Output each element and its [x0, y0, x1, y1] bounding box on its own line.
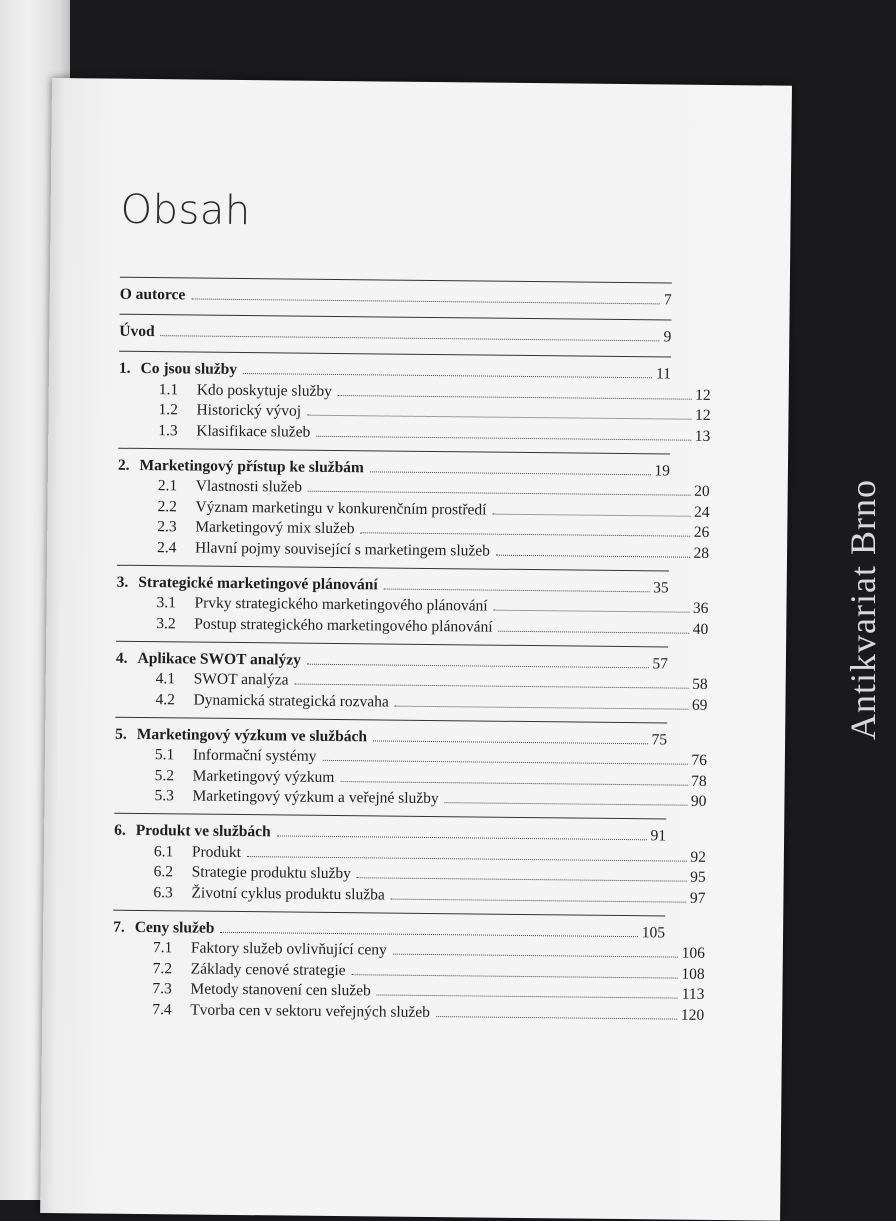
toc-entry-number: 6. — [114, 821, 126, 839]
dot-leader — [373, 740, 648, 744]
toc-page-number: 20 — [694, 482, 710, 500]
toc-entry-title: Tvorba cen v sektoru veřejných služeb — [190, 1000, 431, 1021]
toc-page-number: 40 — [692, 620, 709, 638]
toc-entry-title: Co jsou služby — [140, 359, 238, 378]
toc-page-number: 13 — [694, 427, 711, 445]
toc-section-row[interactable] — [157, 539, 709, 563]
section-rule — [114, 813, 666, 820]
toc-entry-title: Význam marketingu v konkurenčním prostředí — [195, 498, 487, 519]
toc-entry-number: 2.2 — [157, 497, 177, 515]
toc-page-number: 78 — [691, 772, 707, 790]
toc-section-row[interactable] — [153, 939, 705, 963]
toc-page-number: 57 — [652, 654, 668, 672]
dot-leader — [377, 994, 678, 998]
toc-section-row[interactable] — [153, 884, 705, 908]
toc-entry-title: Marketingový výzkum a veřejné služby — [192, 787, 439, 808]
dot-leader — [277, 835, 647, 840]
toc-entry-number: 5.2 — [154, 766, 175, 784]
toc-chapter-row[interactable] — [117, 573, 669, 597]
toc-entry-number: 3. — [116, 573, 129, 591]
dot-leader — [370, 471, 651, 475]
dot-leader — [352, 974, 678, 978]
toc-entry-number: 7.4 — [152, 1000, 172, 1018]
toc-section-row[interactable] — [156, 670, 708, 694]
toc-page-number: 12 — [694, 406, 711, 424]
toc-entry-title: Úvod — [119, 322, 155, 341]
toc-page-number: 11 — [655, 365, 672, 383]
toc-entry-title: Aplikace SWOT analýzy — [137, 649, 301, 669]
toc-chapter-row[interactable] — [113, 918, 665, 942]
toc-entry-title: Klasifikace služeb — [196, 422, 311, 441]
page-title: Obsah — [120, 186, 251, 235]
toc-entry-title: Dynamická strategická rozvaha — [193, 691, 389, 711]
toc-section-row[interactable] — [153, 960, 705, 984]
dot-leader — [161, 335, 660, 341]
toc-chapter-row[interactable] — [116, 649, 668, 673]
toc-section-row[interactable] — [155, 767, 707, 791]
toc-entry-title: Ceny služeb — [134, 918, 215, 937]
dot-leader — [492, 513, 690, 516]
dot-leader — [395, 705, 688, 709]
toc-entry-title: Kdo poskytuje služby — [196, 381, 333, 400]
toc-page-number: 7 — [663, 291, 672, 309]
toc-entry-number: 4.2 — [155, 690, 175, 708]
toc-section-row[interactable] — [156, 615, 708, 639]
section-rule — [115, 716, 667, 723]
toc-page-number: 76 — [691, 751, 707, 769]
dot-leader — [322, 760, 687, 765]
dot-leader — [338, 395, 691, 400]
toc-page-number: 35 — [653, 578, 669, 596]
section-rule — [119, 351, 671, 358]
toc-page-number: 95 — [690, 868, 706, 886]
section-rule — [117, 564, 669, 571]
toc-section-row[interactable] — [154, 787, 706, 811]
toc-entry-number: 2.3 — [157, 518, 177, 536]
toc-section-row[interactable] — [157, 518, 709, 542]
toc-entry-number: 6.1 — [153, 842, 174, 860]
dot-leader — [307, 415, 691, 420]
toc-chapter-row[interactable] — [118, 456, 670, 480]
toc-entry-number: 3.2 — [156, 614, 176, 632]
toc-page-number: 92 — [690, 848, 706, 866]
toc-entry-number: 6.2 — [153, 863, 174, 881]
toc-entry-number: 3.1 — [156, 594, 176, 612]
section-rule — [116, 640, 668, 647]
toc-page-number: 58 — [692, 675, 708, 693]
toc-entry-number: 5. — [115, 725, 127, 743]
toc-page-number: 105 — [641, 923, 666, 941]
dot-leader — [384, 588, 649, 592]
toc-entry-title: Strategie produktu služby — [191, 863, 352, 883]
toc-entry-number: 6.3 — [153, 883, 173, 901]
toc-entry-title: Marketingový mix služeb — [195, 518, 355, 538]
toc-entry-title: Marketingový výzkum — [192, 767, 335, 786]
toc-chapter-row[interactable] — [115, 725, 667, 749]
dot-leader — [191, 298, 660, 304]
toc-section-row[interactable] — [156, 594, 708, 618]
section-rule — [118, 447, 670, 454]
toc-entry-number: 2.4 — [157, 538, 177, 556]
dot-leader — [391, 898, 686, 902]
toc-page-number: 9 — [663, 328, 672, 346]
dot-leader — [295, 684, 689, 689]
toc-entry-number: 1.3 — [158, 421, 178, 439]
dot-leader — [357, 877, 686, 881]
dot-leader — [307, 663, 649, 668]
toc-entry-title: Vlastnosti služeb — [195, 477, 303, 496]
toc-entry-title: Informační systémy — [192, 746, 317, 765]
toc-entry-title: Životní cyklus produktu služba — [191, 884, 385, 904]
section-rule — [120, 277, 672, 284]
antikvariat-watermark: Antikvariat Brno — [843, 479, 883, 740]
toc-section-row[interactable] — [154, 843, 706, 867]
toc-entry-number: 2.1 — [157, 477, 178, 495]
toc-page-number: 75 — [651, 730, 668, 748]
toc-entry-number: 5.1 — [154, 746, 175, 764]
toc-entry-title: Hlavní pojmy související s marketingem služeb — [195, 539, 491, 560]
toc-entry-number: 2. — [117, 456, 130, 474]
dot-leader — [445, 802, 687, 806]
toc-chapter-row[interactable] — [114, 822, 666, 846]
toc-entry-title: Prvky strategického marketingového plánování — [194, 594, 488, 615]
toc-chapter-row[interactable] — [120, 286, 672, 310]
dot-leader — [247, 856, 686, 862]
toc-entry-title: Marketingový výzkum ve službách — [136, 725, 368, 745]
toc-entry-number: 1.2 — [158, 401, 178, 419]
toc-page-number: 120 — [680, 1006, 705, 1024]
dot-leader — [496, 554, 690, 557]
toc-entry-title: Marketingový přístup ke službám — [139, 456, 364, 476]
toc-section-row[interactable] — [159, 381, 711, 405]
toc-entry-title: Metody stanovení cen služeb — [190, 980, 371, 1000]
toc-page-number: 28 — [693, 544, 710, 562]
toc-section-row[interactable] — [158, 401, 710, 425]
dot-leader — [308, 491, 690, 496]
toc-entry-title: Strategické marketingové plánování — [138, 573, 378, 593]
toc-entry-number: 7.2 — [152, 959, 173, 977]
toc-page-number: 19 — [654, 461, 671, 479]
toc-chapter-row[interactable] — [119, 360, 671, 384]
dot-leader — [243, 373, 652, 378]
toc-entry-number: 4.1 — [155, 670, 176, 688]
toc-page-number: 91 — [650, 827, 667, 845]
dot-leader — [494, 610, 689, 613]
toc-entry-title: SWOT analýza — [193, 670, 289, 689]
toc-entry-title: Produkt ve službách — [135, 821, 271, 841]
toc-page-number: 97 — [689, 889, 706, 907]
toc-entry-title: Základy cenové strategie — [190, 960, 346, 979]
toc-page-number: 12 — [695, 386, 711, 404]
dot-leader — [436, 1016, 677, 1020]
toc-section-row[interactable] — [152, 1001, 704, 1025]
toc-section-row[interactable] — [155, 746, 707, 770]
toc-page-number: 24 — [693, 503, 710, 521]
dot-leader — [393, 954, 678, 958]
section-rule — [120, 314, 672, 321]
dot-leader — [220, 931, 637, 936]
toc-section-row[interactable] — [154, 863, 706, 887]
book-page — [40, 78, 792, 1221]
toc-entry-number: 5.3 — [154, 787, 174, 805]
dot-leader — [361, 532, 690, 536]
toc-chapter-row[interactable] — [119, 323, 671, 347]
toc-page-number: 113 — [681, 985, 705, 1003]
toc-entry-title: Historický vývoj — [196, 401, 302, 420]
toc-entry-number: 4. — [115, 649, 128, 667]
toc-entry-number: 7.3 — [152, 980, 172, 998]
toc-entry-title: Postup strategického marketingového plánování — [194, 615, 493, 636]
toc-entry-number: 7.1 — [152, 939, 173, 957]
toc-page-number: 90 — [690, 792, 707, 810]
toc-page-number: 108 — [681, 965, 705, 983]
toc-section-row[interactable] — [157, 498, 709, 522]
toc-page-number: 69 — [691, 696, 708, 714]
toc-entry-title: Produkt — [191, 843, 242, 861]
toc-entry-number: 1.1 — [158, 380, 179, 398]
toc-section-row[interactable] — [155, 691, 707, 715]
toc-entry-title: Faktory služeb ovlivňující ceny — [190, 939, 387, 959]
section-rule — [113, 909, 665, 916]
toc-entry-number: 7. — [113, 918, 125, 936]
toc-page-number: 36 — [692, 599, 709, 617]
toc-entry-number: 1. — [118, 359, 131, 377]
toc-page-number: 106 — [681, 944, 705, 962]
dot-leader — [340, 781, 687, 786]
toc-section-row[interactable] — [152, 980, 704, 1004]
toc-page-number: 26 — [693, 523, 710, 541]
toc-section-row[interactable] — [158, 422, 710, 446]
toc-section-row[interactable] — [158, 477, 710, 501]
dot-leader — [499, 630, 689, 633]
toc-entry-title: O autorce — [119, 285, 186, 304]
dot-leader — [316, 435, 690, 440]
